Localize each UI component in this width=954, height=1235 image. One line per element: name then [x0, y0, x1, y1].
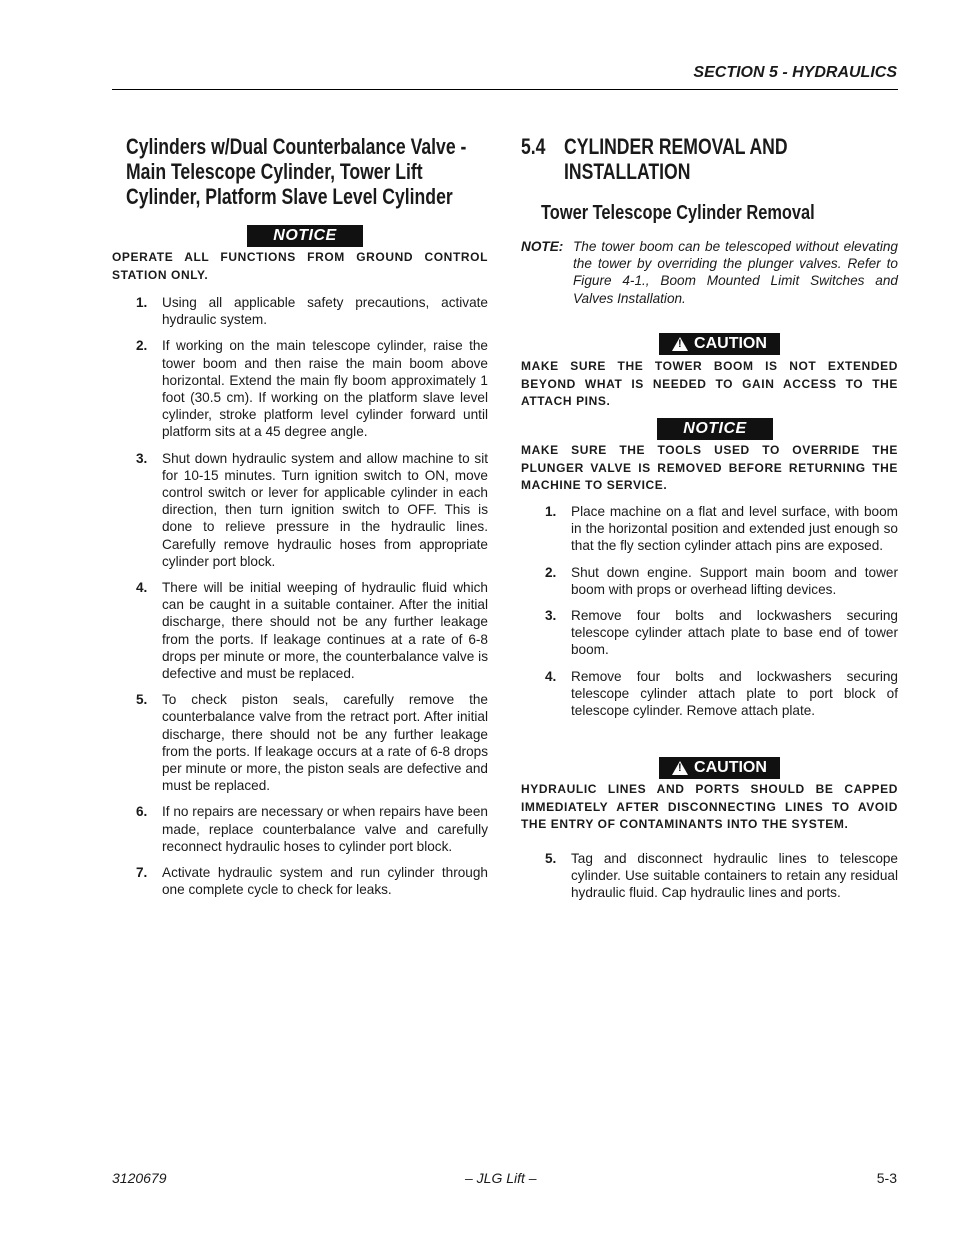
step-number: 4.	[136, 580, 148, 596]
list-item	[112, 864, 488, 898]
step-text: Tag and disconnect hydraulic lines to telescope cylinder. Use suitable containers to retain any residual hydraulic fluid. Cap hydraulic lines and ports.	[571, 851, 898, 901]
caution-badge-2	[659, 757, 780, 779]
step-text: Place machine on a flat and level surface, with boom in the horizontal position and extended just enough so that the fly section cylinder attach pins are exposed.	[571, 504, 898, 554]
notice-badge-right	[657, 418, 773, 440]
right-steps-b	[521, 850, 898, 911]
step-text: If no repairs are necessary or when repairs have been made, replace counterbalance valve and carefully reconnect hydraulic hoses to cylinder port block.	[162, 804, 488, 854]
footer-brand: – JLG Lift –	[465, 1170, 537, 1186]
section-title-line-2: INSTALLATION	[564, 159, 691, 184]
step-number: 6.	[136, 804, 148, 820]
list-item	[521, 607, 898, 659]
step-number: 2.	[136, 338, 148, 354]
notice-label: NOTICE	[273, 227, 337, 244]
header-rule	[112, 89, 898, 90]
left-title-line-3: Cylinder, Platform Slave Level Cylinder	[126, 184, 453, 209]
caution-badge-1	[659, 333, 780, 355]
step-number: 1.	[545, 504, 557, 519]
left-title	[112, 134, 488, 209]
list-item	[112, 803, 488, 855]
list-item	[112, 579, 488, 682]
step-text: Activate hydraulic system and run cylinder through one complete cycle to check for leaks.	[162, 865, 488, 898]
step-number: 5.	[136, 692, 148, 708]
step-text: Shut down engine. Support main boom and tower boom with props or overhead lifting devices.	[571, 564, 898, 597]
step-text: Shut down hydraulic system and allow machine to sit for 10-15 minutes. Turn ignition switch to ON, move control switch or lever for applicable cylinder in each direction, then turn ignition switch to OFF. This is done to relieve pressure in the hydraulic lines. Carefully remove hydraulic hoses from appropriate cylinder port block.	[162, 450, 488, 569]
step-number: 7.	[136, 865, 148, 881]
notice-label: NOTICE	[683, 420, 747, 437]
step-number: 1.	[136, 295, 148, 310]
list-item	[112, 691, 488, 794]
left-title-line-2: Main Telescope Cylinder, Tower Lift	[126, 159, 423, 184]
step-text: Using all applicable safety precautions, activate hydraulic system.	[162, 295, 488, 328]
list-item	[521, 503, 898, 555]
note-text: The tower boom can be telescoped without elevating the tower by overriding the plunger valves. Refer to Figure 4-1., Boom Mounted Limit Switches and Valves Installation.	[573, 239, 898, 306]
notice-badge	[247, 225, 363, 247]
step-number: 2.	[545, 564, 557, 580]
step-number: 3.	[136, 450, 148, 466]
section-header: SECTION 5 - HYDRAULICS	[693, 64, 897, 81]
step-text: If working on the main telescope cylinder, raise the tower boom and then raise the main boom above horizontal. Extend the main fly boom approximately 1 foot (30.5 cm). If working on the platform slave level cylinder, stroke platform level cylinder forward until platform sits at a 45 degree angle.	[162, 338, 488, 440]
right-step-list-a	[521, 503, 898, 719]
list-item	[112, 337, 488, 440]
left-title-line-1: Cylinders w/Dual Counterbalance Valve -	[126, 134, 467, 159]
step-number: 5.	[545, 851, 557, 866]
warning-icon: !	[672, 761, 688, 775]
step-text: Remove four bolts and lockwashers securing telescope cylinder attach plate to port block of telescope cylinder. Remove attach plate.	[571, 668, 898, 719]
left-steps	[112, 294, 488, 908]
subsection-title: Tower Telescope Cylinder Removal	[541, 202, 815, 224]
doc-number: 3120679	[112, 1170, 167, 1186]
caution-text-1: MAKE SURE THE TOWER BOOM IS NOT EXTENDED BEYOND WHAT IS NEEDED TO GAIN ACCESS TO THE ATTACH PINS.	[521, 359, 898, 408]
caution-label: CAUTION	[694, 759, 767, 776]
left-notice-text: OPERATE ALL FUNCTIONS FROM GROUND CONTROL STATION ONLY.	[112, 250, 488, 282]
caution-text-2: HYDRAULIC LINES AND PORTS SHOULD BE CAPPED IMMEDIATELY AFTER DISCONNECTING LINES TO AVOID THE ENTRY OF CONTAMINANTS INTO THE SYSTEM.	[521, 782, 898, 831]
note-label: NOTE:	[521, 239, 564, 254]
right-step-list-b	[521, 850, 898, 902]
warning-icon: !	[672, 337, 688, 351]
list-item	[521, 564, 898, 598]
list-item	[112, 450, 488, 570]
list-item	[521, 850, 898, 902]
list-item	[112, 294, 488, 328]
notice-text-right: MAKE SURE THE TOOLS USED TO OVERRIDE THE PLUNGER VALVE IS REMOVED BEFORE RETURNING THE MACHINE TO SERVICE.	[521, 443, 898, 492]
step-number: 3.	[545, 608, 557, 624]
left-column	[112, 134, 488, 209]
page-number: 5-3	[876, 1170, 897, 1186]
list-item	[521, 668, 898, 720]
section-number: 5.4	[521, 134, 546, 159]
note-block	[521, 238, 898, 307]
step-text: There will be initial weeping of hydraulic fluid which can be caught in a suitable container. After the initial discharge, there should not be any further leakage from the ports. If leakage continues at a rate of 6-8 drops per minute or more, the counterbalance valve is defective and must be replaced.	[162, 580, 488, 682]
step-text: To check piston seals, carefully remove the counterbalance valve from the retract port. After initial discharge, there should not be any further leakage from the ports. If leakage occurs at a rate of 6-8 drops per minute or more, the piston seals are defective and must be replaced.	[162, 692, 488, 794]
caution-label: CAUTION	[694, 335, 767, 352]
step-number: 4.	[545, 668, 557, 684]
left-step-list	[112, 294, 488, 899]
right-steps-a	[521, 503, 898, 728]
section-title-line-1: CYLINDER REMOVAL AND	[564, 134, 788, 159]
step-text: Remove four bolts and lockwashers securing telescope cylinder attach plate to base end of tower boom.	[571, 608, 898, 658]
